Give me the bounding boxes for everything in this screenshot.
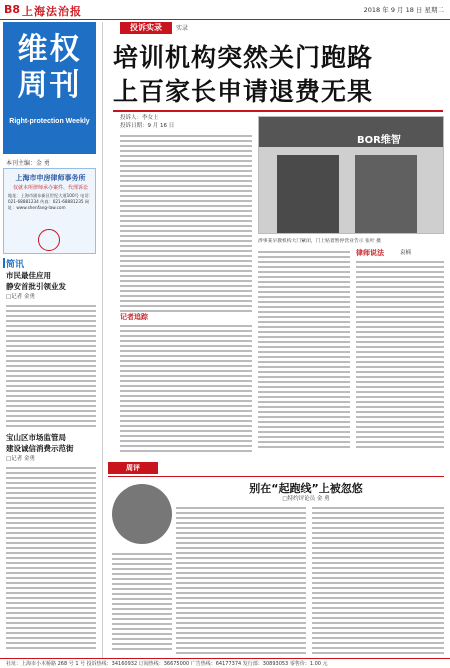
seal-icon [38,229,60,251]
ad-contact: 地址：上海市浦东新区世纪大道100号 电话：021-68881234 传真：021-68881235 网址：www.shenfang-law.com [8,193,93,210]
newspaper-name: 上海法治报 [22,5,82,18]
column-en-title: Right-protection Weekly [9,118,90,125]
article-body-col1 [120,132,252,315]
headline-rule [113,110,443,112]
commentary-label: 周评 [108,462,158,474]
commentary-body-col2 [312,504,444,657]
section-tag: 投诉实录 [120,22,172,34]
commentary-body-left [112,550,172,653]
brief1-title: 市民最佳应用 [6,271,51,280]
commentary-author: □特约评论员 金 勇 [282,496,330,502]
brief2-title: 宝山区市场监管局 [6,433,66,442]
dateline: 2018 年 9 月 18 日 星期二 [363,6,444,14]
commentary-body-col1 [176,504,306,657]
section-tag-sub: 实录 [176,25,189,32]
article-photo [258,116,444,234]
commentary-title: 别在“起跑线”上被忽悠 [249,482,363,495]
complaint-byline [120,114,174,130]
lawyer-commentary-body [356,258,444,451]
brief-section-title: 简讯 [6,260,25,270]
column-divider [102,22,103,658]
footer: 社址：上海市小木桥路 268 号 1 号 投诉热线：34160932 订阅热线：36675000 广告热线：64177374 发行部：30893053 零售价：1.00 元 [0,658,450,668]
brief-bar [3,258,5,268]
ad-subtitle: 仅就本所律师承办案件、代理诉讼 [12,185,88,191]
photo-storefront-sign: BOR维智 [357,135,401,146]
column-editor: 本刊主编：金 勇 [6,160,50,167]
column-title: 维权周刊 [17,32,82,103]
reporter-section-heading: 记者追踪 [120,313,148,321]
brief1-body [6,302,96,430]
headline-line1: 培训机构突然关门跑路 [113,43,374,72]
photo-caption: 涉事某早教机构大门紧闭，门上贴着暂停营业告示 张叶 摄 [258,239,381,244]
article-body-col2 [258,248,350,451]
ad-firm-name: 上海市申房律师事务所 [15,174,86,182]
headline-line2: 上百家长申请退费无果 [113,77,374,106]
brief2-subtitle: 建设诚信消费示范街 [6,444,74,453]
page-number: B8 [4,3,21,16]
brief2-author: □记者 金勇 [6,456,35,462]
brief1-subtitle: 静安首批引领业发 [6,282,66,291]
brief2-body [6,464,96,652]
lawyer-section-heading: 律师说法 [356,249,384,257]
law-firm-ad [3,168,96,254]
complainant: 投诉人：李女士 [120,115,159,121]
article-body-col1b [120,322,252,455]
author-portrait [112,484,172,544]
brief1-author: □记者 金勇 [6,294,35,300]
lawyer-name: 袁楠 [400,250,412,256]
complaint-date: 投诉日期：9 月 16 日 [120,123,175,129]
column-banner [3,22,96,154]
